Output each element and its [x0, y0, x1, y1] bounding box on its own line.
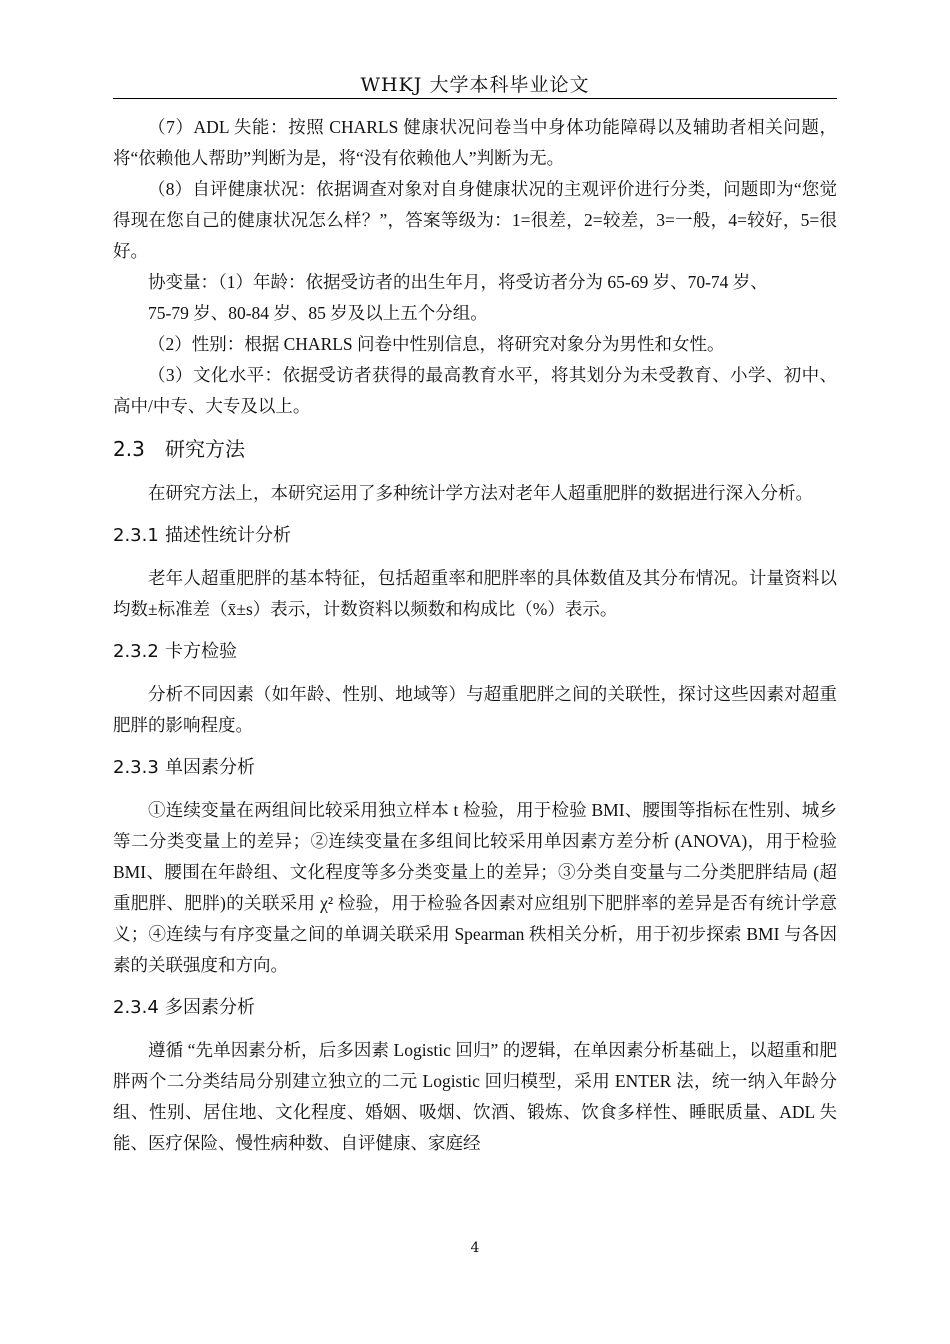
- paragraph-gender: （2）性别：根据 CHARLS 问卷中性别信息，将研究对象分为男性和女性。: [148, 334, 725, 354]
- header-divider: [113, 98, 837, 99]
- paragraph-self-rated-health: （8）自评健康状况：依据调查对象对自身健康状况的主观评价进行分类，问题即为“您觉得现在您自己的健康状况怎么样？”，答案等级为：1=很差，2=较差，3=一般，4=较好，5=很好。: [113, 179, 837, 261]
- section-title: 研究方法: [165, 437, 245, 461]
- section-heading-2-3-1: [113, 521, 837, 551]
- section-heading-2-3-4: [113, 993, 837, 1023]
- section-number: 2.3.4: [113, 997, 159, 1018]
- section-title: 卡方检验: [165, 641, 237, 662]
- section-heading-2-3-2: [113, 637, 837, 667]
- page-header-title: WHKJ 大学本科毕业论文: [360, 74, 590, 96]
- paragraph-covariate-age: 协变量：（1）年龄：依据受访者的出生年月，将受访者分为 65-69 岁、70-74 岁、: [148, 272, 768, 292]
- section-number: 2.3: [113, 437, 145, 461]
- section-heading-2-3-3: [113, 753, 837, 783]
- section-title: 多因素分析: [165, 997, 255, 1018]
- document-body: [113, 112, 837, 1159]
- paragraph-adl: （7）ADL 失能：按照 CHARLS 健康状况问卷当中身体功能障碍以及辅助者相关问题，将“依赖他人帮助”判断为是，将“没有依赖他人”判断为无。: [113, 117, 837, 168]
- paragraph-descriptive: 老年人超重肥胖的基本特征，包括超重率和肥胖率的具体数值及其分布情况。计量资料以均数±标准差（x̄±s）表示，计数资料以频数和构成比（%）表示。: [113, 568, 837, 619]
- paragraph-multivariate: 遵循 “先单因素分析，后多因素 Logistic 回归” 的逻辑，在单因素分析基础上，以超重和肥胖两个二分类结局分别建立独立的二元 Logistic 回归模型，采用 ENTER 法，统一纳入年龄分组、性别、居住地、文化程度、婚姻、吸烟、饮酒、锻炼、饮食多样性、睡眠质量、ADL 失能、医疗保险、慢性病种数、自评健康、家庭经: [113, 1040, 837, 1153]
- section-heading-2-3: [113, 432, 837, 466]
- paragraph-covariate-age-continued: 75-79 岁、80-84 岁、85 岁及以上五个分组。: [148, 303, 488, 323]
- section-title: 单因素分析: [165, 757, 255, 778]
- paragraph-univariate: ①连续变量在两组间比较采用独立样本 t 检验，用于检验 BMI、腰围等指标在性别、城乡等二分类变量上的差异；②连续变量在多组间比较采用单因素方差分析 (ANOVA)，用于检验 BMI、腰围在年龄组、文化程度等多分类变量上的差异；③分类自变量与二分类肥胖结局 (超重肥胖、肥胖)的关联采用 χ² 检验，用于检验各因素对应组别下肥胖率的差异是否有统计学意义；④连续与有序变量之间的单调关联采用 Spearman 秩相关分析，用于初步探索 BMI 与各因素的关联强度和方向。: [113, 800, 837, 975]
- paragraph-chi-square: 分析不同因素（如年龄、性别、地域等）与超重肥胖之间的关联性，探讨这些因素对超重肥胖的影响程度。: [113, 684, 837, 735]
- section-number: 2.3.2: [113, 641, 159, 662]
- section-number: 2.3.1: [113, 525, 159, 546]
- paragraph-methods-intro: 在研究方法上，本研究运用了多种统计学方法对老年人超重肥胖的数据进行深入分析。: [148, 483, 813, 503]
- page-number: 4: [470, 1240, 480, 1256]
- section-number: 2.3.3: [113, 757, 159, 778]
- section-title: 描述性统计分析: [165, 525, 291, 546]
- paragraph-education: （3）文化水平：依据受访者获得的最高教育水平，将其划分为未受教育、小学、初中、高中/中专、大专及以上。: [113, 365, 837, 416]
